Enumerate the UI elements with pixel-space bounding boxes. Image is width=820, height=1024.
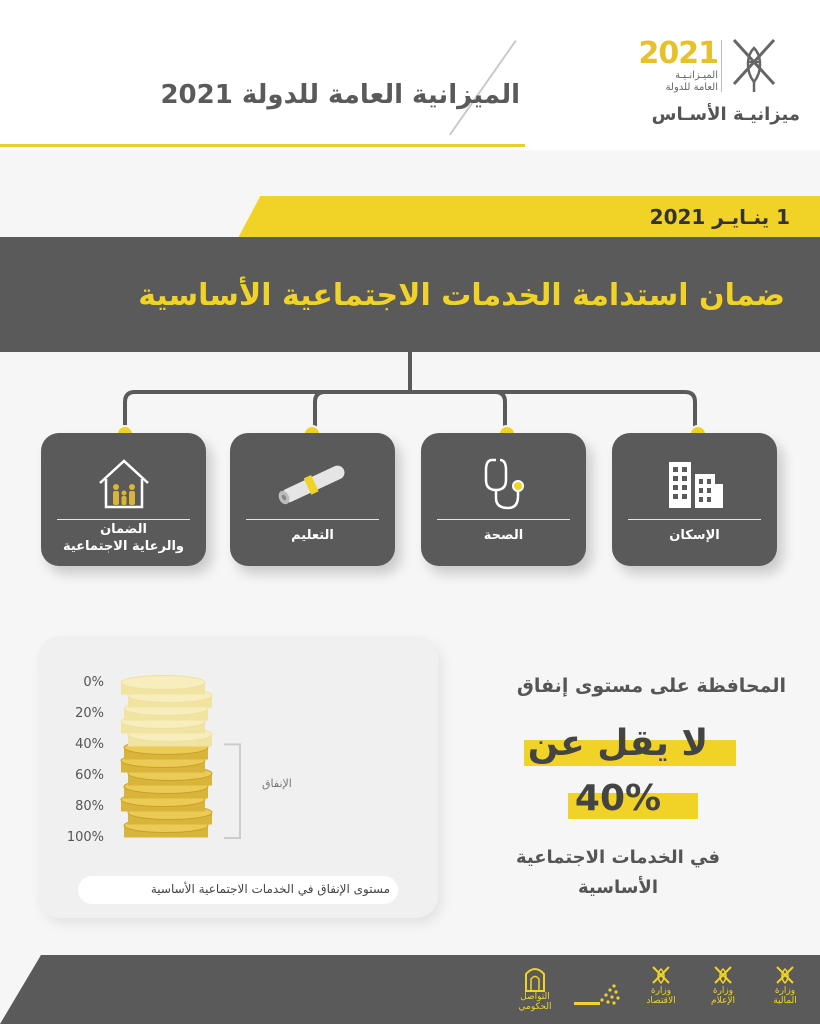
card-label: التعليم bbox=[291, 528, 334, 543]
logo-text bbox=[666, 70, 718, 94]
page-title: الميزانية العامة للدولة 2021 bbox=[160, 80, 520, 110]
message-line-2: لا يقل عن bbox=[527, 723, 709, 764]
date-label: 1 ينـايـر 2021 bbox=[649, 205, 790, 229]
footer bbox=[0, 955, 820, 1024]
footer-label-line-2: الاقتصاد bbox=[646, 996, 676, 1006]
card-label: الإسكان bbox=[669, 528, 720, 543]
footer-ministry-economy bbox=[636, 964, 686, 1020]
card-education bbox=[230, 433, 395, 566]
footer-label-line-1: وزارة bbox=[650, 986, 672, 996]
diploma-scroll-icon bbox=[273, 459, 353, 509]
card-social-care bbox=[41, 433, 206, 566]
card-divider bbox=[246, 519, 379, 520]
message-services bbox=[450, 843, 786, 903]
footer-label-line-2: الحكومي bbox=[518, 1002, 552, 1012]
buildings-icon bbox=[665, 458, 725, 510]
coin-face bbox=[121, 676, 205, 690]
card-health bbox=[421, 433, 586, 566]
card-divider bbox=[57, 519, 190, 520]
oman-emblem-icon bbox=[650, 964, 672, 986]
message-line-1: المحافظة على مستوى إنفاق bbox=[516, 675, 786, 697]
footer-label-line-1: وزارة bbox=[712, 986, 734, 996]
banner-title: ضمان استدامة الخدمات الاجتماعية الأساسية bbox=[138, 278, 785, 313]
stethoscope-icon bbox=[474, 456, 534, 512]
footer-label-line-1: التواصل bbox=[520, 992, 550, 1002]
oman-emblem-icon bbox=[726, 34, 782, 94]
vision-logo-icon bbox=[570, 978, 628, 1012]
footer-vision-logo bbox=[570, 978, 628, 1024]
oman-emblem-icon bbox=[774, 964, 796, 986]
spending-bracket-label: الإنفاق bbox=[262, 777, 292, 790]
message-line-4: الأساسية bbox=[578, 877, 658, 898]
logo-foundation: ميزانيـة الأسـاس bbox=[651, 104, 800, 125]
card-label bbox=[47, 521, 200, 555]
tick-label: 20% bbox=[75, 706, 104, 721]
footer-label-line-2: الإعلام bbox=[711, 996, 735, 1006]
header-underline bbox=[0, 144, 525, 147]
house-family-icon bbox=[94, 457, 154, 511]
chart-caption: مستوى الإنفاق في الخدمات الاجتماعية الأساسية bbox=[150, 882, 390, 896]
footer-label-line-2: المالية bbox=[773, 996, 797, 1006]
logo-divider bbox=[721, 40, 722, 92]
mihrab-logo-icon bbox=[523, 964, 547, 992]
footer-ministry-information bbox=[698, 964, 748, 1020]
oman-emblem-icon bbox=[712, 964, 734, 986]
card-label-line-2: والرعاية الاجتماعية bbox=[62, 539, 185, 554]
footer-ministry-finance bbox=[760, 964, 810, 1020]
message-line-3: في الخدمات الاجتماعية bbox=[515, 847, 721, 868]
tick-label: 0% bbox=[83, 675, 104, 690]
card-housing bbox=[612, 433, 777, 566]
card-divider bbox=[628, 519, 761, 520]
percentage-value: 40% bbox=[574, 778, 662, 819]
tick-label: 80% bbox=[75, 799, 104, 814]
tick-label: 60% bbox=[75, 768, 104, 783]
footer-label-line-1: وزارة bbox=[774, 986, 796, 996]
logo-line-1: الميـزانـيـة bbox=[675, 70, 718, 81]
logo-line-2: العامة للدولة bbox=[665, 82, 718, 93]
tick-label: 40% bbox=[75, 737, 104, 752]
card-label-line-1: الضمان bbox=[100, 522, 147, 537]
budget-logo bbox=[640, 30, 800, 130]
card-label: الصحة bbox=[483, 528, 524, 543]
logo-year: 2021 bbox=[638, 36, 718, 71]
card-divider bbox=[437, 519, 570, 520]
footer-government-communication bbox=[510, 964, 560, 1020]
tick-label: 100% bbox=[66, 830, 104, 845]
